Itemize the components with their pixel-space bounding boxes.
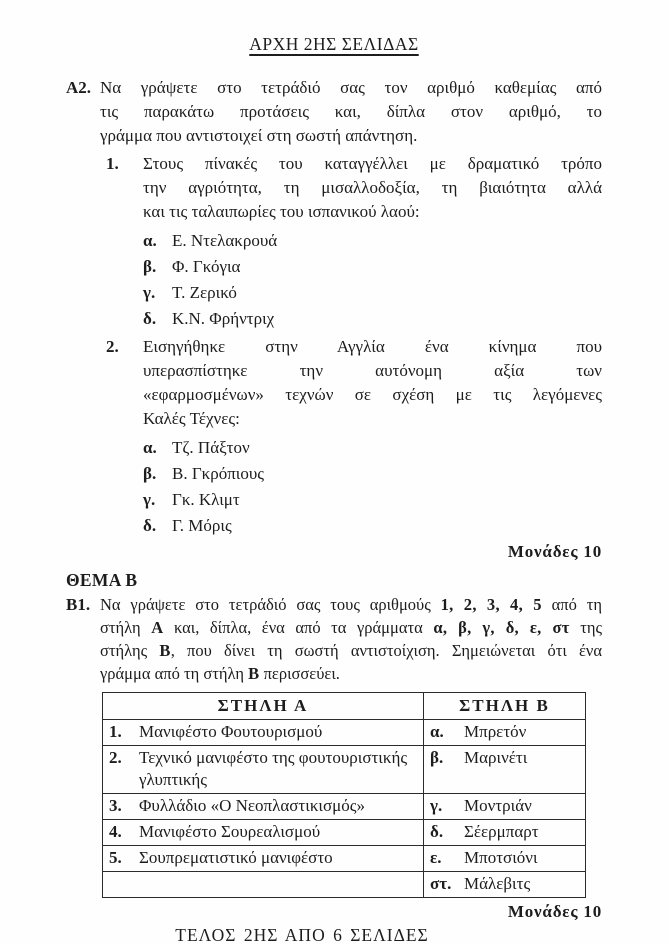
row-letter: γ. xyxy=(430,796,443,815)
text-segment: από τη xyxy=(541,595,602,614)
page-header xyxy=(0,34,668,55)
points-b1: Μονάδες 10 xyxy=(507,902,602,921)
option-text: Τ. Ζερικό xyxy=(172,283,237,302)
option-text: Κ.Ν. Φρήντριχ xyxy=(172,309,275,328)
option-letter: δ. xyxy=(143,309,157,328)
text-segment: περισσεύει. xyxy=(259,664,340,683)
option-letter: γ. xyxy=(143,283,156,302)
question-b1-label: Β1. xyxy=(66,595,91,614)
question-b1 xyxy=(66,593,602,685)
text-line: Εισηγήθηκε στην Αγγλία ένα κίνημα που xyxy=(143,337,602,356)
page-footer-title: ΤΕΛΟΣ 2ΗΣ ΑΠΟ 6 ΣΕΛΙΔΕΣ xyxy=(175,925,429,945)
column-b-header: ΣΤΗΛΗ Β xyxy=(424,693,586,720)
option-text: Ε. Ντελακρουά xyxy=(172,231,278,250)
row-name: Μάλεβιτς xyxy=(464,874,531,893)
text-line xyxy=(100,662,602,685)
page-content xyxy=(66,76,602,924)
text-segment: γράμμα από τη στήλη xyxy=(100,664,249,683)
text-segment: της xyxy=(569,618,602,637)
option-row xyxy=(143,307,602,331)
option-letter: β. xyxy=(143,257,157,276)
row-name: Μποτσιόνι xyxy=(464,848,538,867)
option-row xyxy=(143,281,602,305)
text-segment: και, δίπλα, ένα από τα γράμματα xyxy=(163,618,434,637)
subquestion-2 xyxy=(106,335,602,431)
table-row xyxy=(103,820,586,846)
option-text: Γκ. Κλιμτ xyxy=(172,490,240,509)
row-number: 2. xyxy=(109,748,122,767)
text-line: υπερασπίστηκε την αυτόνομη αξία των xyxy=(143,361,602,380)
text-line: Να γράψετε στο τετράδιό σας τον αριθμό καθεμίας από xyxy=(100,78,602,97)
row-name: Σέερμπαρτ xyxy=(464,822,539,841)
row-item: Φυλλάδιο «Ο Νεοπλαστικισμός» xyxy=(139,796,365,815)
text-segment: Να γράψετε στο τετράδιό σας τους αριθμούς xyxy=(100,595,441,614)
text-line xyxy=(100,616,602,639)
subquestion-2-options xyxy=(143,436,602,538)
matching-table xyxy=(102,692,586,898)
row-number: 1. xyxy=(109,722,122,741)
table-row xyxy=(103,720,586,746)
text-segment: , που δίνει τη σωστή αντιστοίχιση. Σημειώνεται ότι ένα xyxy=(170,641,602,660)
text-segment-bold: Β xyxy=(248,664,260,683)
question-b1-text xyxy=(100,593,602,685)
question-a2 xyxy=(66,76,602,148)
option-letter: α. xyxy=(143,438,157,457)
page-footer xyxy=(0,925,668,945)
option-letter: γ. xyxy=(143,490,156,509)
subquestion-2-text xyxy=(143,335,602,431)
option-row xyxy=(143,462,602,486)
text-line: γράμμα που αντιστοιχεί στη σωστή απάντηση. xyxy=(100,126,418,145)
row-name: Μοντριάν xyxy=(464,796,532,815)
option-letter: β. xyxy=(143,464,157,483)
table-row xyxy=(103,794,586,820)
option-letter: δ. xyxy=(143,516,157,535)
row-number: 3. xyxy=(109,796,122,815)
text-segment-bold: Α xyxy=(151,618,164,637)
question-a2-intro xyxy=(100,76,602,148)
option-text: Φ. Γκόγια xyxy=(172,257,241,276)
subquestion-1-number: 1. xyxy=(106,154,119,173)
text-segment-bold: α, β, γ, δ, ε, στ xyxy=(433,618,570,637)
option-row xyxy=(143,436,602,460)
text-line: Στους πίνακές του καταγγέλλει με δραματικό τρόπο xyxy=(143,154,602,173)
text-line xyxy=(100,593,602,616)
row-item: Μανιφέστο Σουρεαλισμού xyxy=(139,822,321,841)
row-letter: β. xyxy=(430,748,444,767)
column-a-header: ΣΤΗΛΗ Α xyxy=(103,693,424,720)
text-line: την αγριότητα, τη μισαλλοδοξία, τη βιαιότητα αλλά xyxy=(143,178,602,197)
subquestion-2-number: 2. xyxy=(106,337,119,356)
text-segment: στήλης xyxy=(100,641,160,660)
option-row xyxy=(143,514,602,538)
text-line: τις παρακάτω προτάσεις και, δίπλα στον αριθμό, το xyxy=(100,102,602,121)
row-item: Τεχνικό μανιφέστο της φουτουριστικής γλυπτικής xyxy=(139,748,408,789)
option-text: Β. Γκρόπιους xyxy=(172,464,265,483)
subquestion-1-options xyxy=(143,229,602,331)
page-header-title: ΑΡΧΗ 2ΗΣ ΣΕΛΙΔΑΣ xyxy=(249,34,419,54)
text-line: Καλές Τέχνες: xyxy=(143,409,240,428)
subquestion-1 xyxy=(106,152,602,224)
option-letter: α. xyxy=(143,231,157,250)
empty-cell xyxy=(103,872,424,898)
text-line: και τις ταλαιπωρίες του ισπανικού λαού: xyxy=(143,202,420,221)
text-line: «εφαρμοσμένων» τεχνών σε σχέση με τις λεγόμενες xyxy=(143,385,602,404)
text-segment-bold: Β xyxy=(159,641,171,660)
table-row xyxy=(103,846,586,872)
text-line xyxy=(100,639,602,662)
theme-b-title: ΘΕΜΑ Β xyxy=(66,570,138,590)
option-row xyxy=(143,255,602,279)
option-text: Γ. Μόρις xyxy=(172,516,232,535)
option-row xyxy=(143,229,602,253)
row-number: 5. xyxy=(109,848,122,867)
text-segment: στήλη xyxy=(100,618,152,637)
row-letter: δ. xyxy=(430,822,444,841)
row-letter: ε. xyxy=(430,848,442,867)
option-row xyxy=(143,488,602,512)
table-row xyxy=(103,746,586,794)
row-item: Μανιφέστο Φουτουρισμού xyxy=(139,722,323,741)
question-a2-label: Α2. xyxy=(66,78,92,97)
row-item: Σουπρεματιστικό μανιφέστο xyxy=(139,848,333,867)
subquestion-1-text xyxy=(143,152,602,224)
table-row xyxy=(103,872,586,898)
table-header-row xyxy=(103,693,586,720)
row-number: 4. xyxy=(109,822,122,841)
row-letter: στ. xyxy=(430,874,452,893)
option-text: Τζ. Πάξτον xyxy=(172,438,250,457)
row-letter: α. xyxy=(430,722,444,741)
points-a2: Μονάδες 10 xyxy=(507,542,602,561)
text-segment-bold: 1, 2, 3, 4, 5 xyxy=(440,595,542,614)
row-name: Μαρινέτι xyxy=(464,748,528,767)
row-name: Μπρετόν xyxy=(464,722,527,741)
